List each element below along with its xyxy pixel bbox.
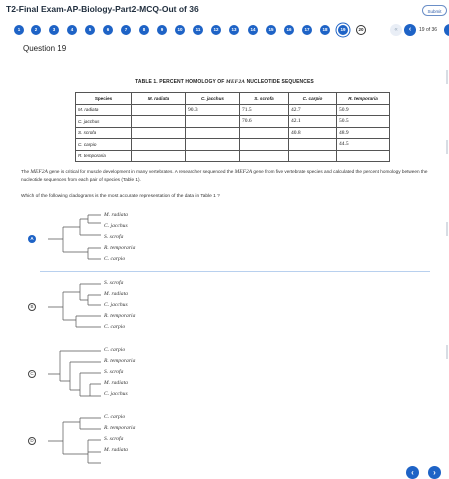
answer-option-a[interactable] (0, 210, 449, 270)
cladogram-leaf: R. temporaria (104, 245, 136, 251)
cladogram-leaf: S. scrofa (104, 234, 124, 240)
table-cell: C. carpio (76, 139, 132, 151)
table-cell: M. radiata (76, 104, 132, 116)
table-cell (186, 116, 240, 128)
table-header: M. radiata (132, 93, 186, 105)
passage-text: gene from five vertebrate species and calculated the percent homology between the nucleotide sequences from each pair of species (Table 1). (21, 169, 428, 182)
question-nav-1[interactable]: 1 (14, 25, 24, 35)
table-header: Species (76, 93, 132, 105)
cladogram-leaf: C. carpio (104, 347, 126, 353)
question-nav-4[interactable]: 4 (67, 25, 77, 35)
question-nav-19-current[interactable]: 19 (338, 25, 348, 35)
question-nav-7[interactable]: 7 (121, 25, 131, 35)
table-cell (186, 127, 240, 139)
table-cell: 48.9 (337, 127, 390, 139)
table-cell (240, 150, 289, 162)
cladogram-leaf: C. carpio (104, 324, 126, 330)
cladogram-leaf: R. temporaria (104, 425, 136, 431)
top-bar (0, 0, 449, 19)
question-nav (0, 22, 449, 40)
submit-button[interactable]: Submit (422, 5, 447, 16)
exam-title: T2-Final Exam-AP-Biology-Part2-MCQ-Out of 36 (6, 4, 199, 14)
table-cell (337, 150, 390, 162)
question-nav-2[interactable]: 2 (31, 25, 41, 35)
homology-table (75, 92, 390, 162)
table-row (76, 116, 390, 128)
table-cell: 71.5 (240, 104, 289, 116)
question-passage (21, 168, 431, 183)
cladogram-leaf: S. scrofa (104, 280, 124, 286)
table-row (76, 127, 390, 139)
question-nav-18[interactable]: 18 (320, 25, 330, 35)
table-title-prefix: TABLE 1. PERCENT HOMOLOGY OF (135, 79, 226, 85)
question-nav-15[interactable]: 15 (266, 25, 276, 35)
question-nav-17[interactable]: 17 (302, 25, 312, 35)
table-cell (132, 150, 186, 162)
cladogram-leaf: M. radiata (104, 291, 128, 297)
cladogram-leaf: C. carpio (104, 256, 126, 262)
cladogram-d (0, 412, 449, 466)
cladogram-leaf: C. jacchus (104, 223, 128, 229)
question-nav-5[interactable]: 5 (85, 25, 95, 35)
table-row (76, 150, 390, 162)
answer-option-b[interactable] (0, 278, 449, 338)
table-cell (132, 116, 186, 128)
cladogram-leaf: C. carpio (104, 414, 126, 420)
table-header-row (76, 93, 390, 105)
table-cell: 50.5 (337, 116, 390, 128)
cladogram-leaf: S. scrofa (104, 436, 124, 442)
table-cell: 40.8 (289, 127, 337, 139)
table-title-gene: MEF2A (225, 79, 246, 85)
table-cell (132, 104, 186, 116)
cladogram-leaf: R. temporaria (104, 313, 136, 319)
chevron-left-icon[interactable]: ‹ (404, 24, 416, 36)
table-header: S. scrofa (240, 93, 289, 105)
cladogram-leaf: M. radiata (104, 447, 128, 453)
double-chevron-left-icon[interactable]: « (390, 24, 402, 36)
table-cell (186, 150, 240, 162)
question-nav-20[interactable]: 20 (356, 25, 366, 35)
question-nav-12[interactable]: 12 (211, 25, 221, 35)
table-cell: 50.9 (337, 104, 390, 116)
cladogram-leaf: C. jacchus (104, 391, 128, 397)
question-nav-11[interactable]: 11 (193, 25, 203, 35)
table-cell (289, 139, 337, 151)
question-nav-13[interactable]: 13 (229, 25, 239, 35)
next-question-button[interactable]: › (428, 466, 441, 479)
table-cell: C. jacchus (76, 116, 132, 128)
table-cell: 44.5 (337, 139, 390, 151)
question-nav-14[interactable]: 14 (248, 25, 258, 35)
table-cell (240, 127, 289, 139)
option-letter-a[interactable]: A (28, 235, 36, 243)
table-cell: 42.7 (289, 104, 337, 116)
cladogram-leaf: M. radiata (104, 380, 128, 386)
table-title (0, 79, 449, 85)
question-nav-8[interactable]: 8 (139, 25, 149, 35)
cladogram-b (0, 278, 449, 338)
question-prompt: Which of the following cladograms is the most accurate representation of the data in Table 1 ? (21, 194, 220, 199)
cladogram-leaf: C. jacchus (104, 302, 128, 308)
table-cell: 70.6 (240, 116, 289, 128)
question-nav-10[interactable]: 10 (175, 25, 185, 35)
chevron-right-icon[interactable] (444, 24, 449, 36)
passage-gene: MEF2A (234, 169, 253, 175)
previous-question-button[interactable]: ‹ (406, 466, 419, 479)
option-letter-b[interactable]: B (28, 303, 36, 311)
question-counter: 19 of 36 (419, 27, 438, 33)
answer-option-d[interactable] (0, 412, 449, 466)
answer-option-c[interactable] (0, 345, 449, 405)
passage-text: gene is critical for muscle development in many vertebrates. A researcher sequenced the (47, 169, 235, 174)
table-cell: 42.1 (289, 116, 337, 128)
cladogram-leaf: M. radiata (104, 212, 128, 218)
option-letter-d[interactable]: D (28, 437, 36, 445)
table-header: R. temporaria (337, 93, 390, 105)
scroll-indicator (446, 140, 448, 154)
question-nav-3[interactable]: 3 (49, 25, 59, 35)
table-header: C. carpio (289, 93, 337, 105)
table-cell: 90.3 (186, 104, 240, 116)
question-nav-6[interactable]: 6 (103, 25, 113, 35)
question-label: Question 19 (23, 44, 67, 53)
table-row (76, 104, 390, 116)
table-cell (289, 150, 337, 162)
table-header: C. jacchus (186, 93, 240, 105)
table-cell: R. temporaria (76, 150, 132, 162)
table-cell (132, 127, 186, 139)
table-title-suffix: NUCLEOTIDE SEQUENCES (245, 79, 314, 85)
divider (40, 271, 430, 272)
option-letter-c[interactable]: C (28, 370, 36, 378)
table-cell (240, 139, 289, 151)
passage-text: The (21, 169, 31, 174)
cladogram-a (0, 210, 449, 270)
table-cell (186, 139, 240, 151)
table-cell: S. scrofa (76, 127, 132, 139)
table-row (76, 139, 390, 151)
table-cell (132, 139, 186, 151)
question-nav-9[interactable]: 9 (157, 25, 167, 35)
cladogram-leaf: R. temporaria (104, 358, 136, 364)
question-nav-16[interactable]: 16 (284, 25, 294, 35)
passage-gene: MEF2A (30, 169, 48, 175)
cladogram-c (0, 345, 449, 405)
cladogram-leaf: S. scrofa (104, 369, 124, 375)
